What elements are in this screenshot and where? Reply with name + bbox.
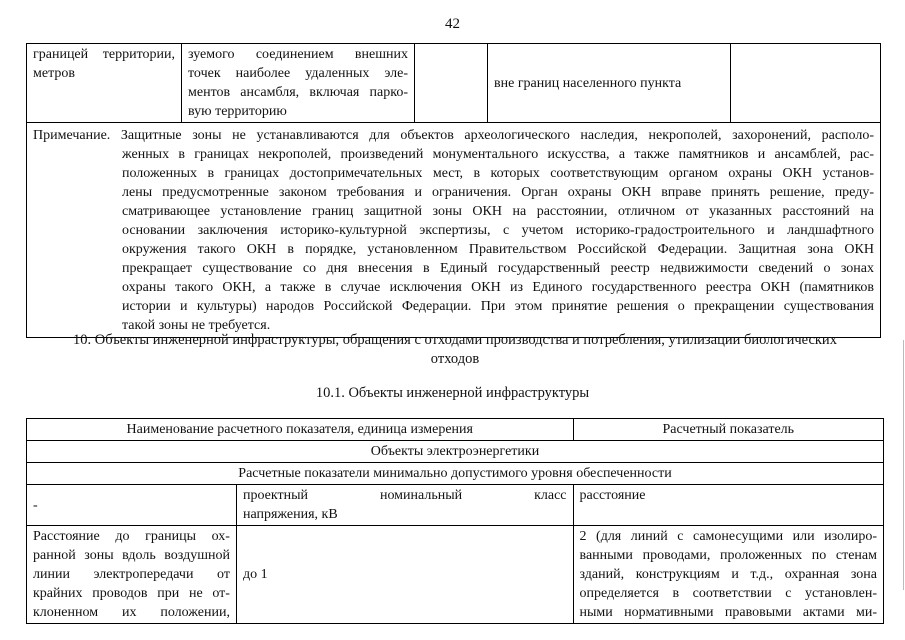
note-line: такой зоны не требуется. <box>122 318 271 333</box>
text-line: 2 (для линий с самонесущими или изолиро- <box>579 529 877 544</box>
text-line: границей территории, <box>33 47 175 62</box>
text-line: клоненном их положении, <box>33 605 230 620</box>
text-line: вне границ населенного пункта <box>494 75 682 91</box>
note-line: окружения такого ОКН в порядке, установленном Правительством Российской Федерации. Защитная зона ОКН <box>122 242 874 257</box>
text-line: линии электропередачи от <box>33 567 230 582</box>
header-indicator-name: Наименование расчетного показателя, единица измерения <box>27 419 574 441</box>
text-line: крайних проводов при не от- <box>33 586 230 601</box>
section-10-1-heading: 10.1. Объекты инженерной инфраструктуры <box>315 385 590 401</box>
text-line: Расстояние до границы ох- <box>33 529 230 544</box>
note-text: Защитные зоны не устанавливаются для объектов археологического наследия, некрополей, захоронений, располо- <box>120 128 874 143</box>
note-line: сматривающее установление границ защитной зоны ОКН на расстоянии, отличном от указанных расстояний на <box>122 204 874 219</box>
note-line: истории и культуры) народов Российской Федерации. При этом принятие решения о прекращении существования <box>122 299 874 314</box>
note-label: Примечание. <box>33 128 111 143</box>
top-table-cell-5 <box>731 44 881 123</box>
voltage-header-cell <box>236 485 573 526</box>
text-line: расстояние <box>579 488 646 503</box>
note-body <box>33 145 874 335</box>
row-value-cell <box>573 526 883 624</box>
text-line: ранной зоны вдоль воздушной <box>33 548 230 563</box>
note-line: основании заключения историко-культурной экспертизы, с учетом историко-градостроительного и ландшафтного <box>122 223 874 238</box>
text-line: точек наиболее удаленных эле- <box>188 66 408 81</box>
note-line: положенных в границах достопримечательных мест, в которых соответствующим органом охраны ОКН установ- <box>122 166 874 181</box>
text-line: зданий, конструкциям и т.д., охранная зона <box>579 567 877 582</box>
header-indicator-value: Расчетный показатель <box>573 419 883 441</box>
text-line: метров <box>33 66 75 81</box>
section-10-heading <box>40 331 870 369</box>
top-table-cell-1 <box>27 44 182 123</box>
dash: - <box>33 497 38 513</box>
text-line: ванными проводами, проложенных по стенам <box>579 548 877 563</box>
text-line: ментов ансамбля, включая парко- <box>188 85 408 100</box>
note-line: лены предусмотренные законом требования и ограничения. Орган охраны ОКН вправе принять решение, преду- <box>122 185 874 200</box>
page-number: 42 <box>445 16 460 32</box>
text-line: напряжения, кВ <box>242 507 338 522</box>
heading-line: отходов <box>430 351 480 367</box>
text-line: проектный номинальный класс <box>242 488 567 503</box>
top-table-cell-3 <box>415 44 488 123</box>
dash-cell <box>27 485 237 526</box>
text-line: ными нормативными правовыми актами ми- <box>579 605 877 620</box>
text-line: до 1 <box>242 567 268 582</box>
main-table <box>26 418 884 624</box>
subgroup-row: Расчетные показатели минимально допустимого уровня обеспеченности <box>27 463 884 485</box>
text-line: вую территорию <box>188 104 287 119</box>
row-voltage-cell <box>236 526 573 624</box>
note-line: прекращает существование со дня внесения в Единый государственный реестр недвижимости сведений о зонах <box>122 261 874 276</box>
scan-edge-line <box>903 340 904 590</box>
top-table <box>26 43 881 338</box>
top-table-cell-2 <box>182 44 415 123</box>
group-row: Объекты электроэнергетики <box>27 441 884 463</box>
note-line: женных в границах некрополей, произведений монументального искусства, а также памятников и ансамблей, рас- <box>122 147 874 162</box>
note-cell <box>27 123 881 338</box>
row-label-cell <box>27 526 237 624</box>
top-table-cell-4 <box>488 44 731 123</box>
note-line: охраны такого ОКН, а также в случае исключения ОКН из Единого государственного реестра ОКН (памятников <box>122 280 874 295</box>
note-first-line <box>33 126 874 145</box>
text-line: зуемого соединением внешних <box>188 47 408 62</box>
text-line: определяется в соответствии с установлен- <box>579 586 877 601</box>
distance-header-cell <box>573 485 883 526</box>
heading-line: 10. Объекты инженерной инфраструктуры, обращения с отходами производства и потребления, утилизации биологических <box>73 332 837 348</box>
